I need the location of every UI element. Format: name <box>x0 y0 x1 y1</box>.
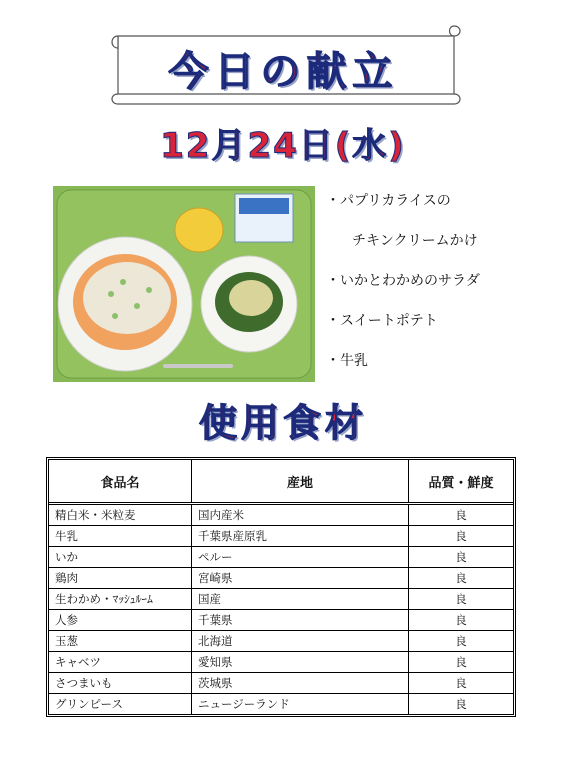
food-name-cell: キャベツ <box>49 652 192 673</box>
origin-cell: 愛知県 <box>192 652 409 673</box>
food-name-cell: 玉葱 <box>49 631 192 652</box>
column-header-food: 食品名 <box>49 460 192 504</box>
table-row <box>49 568 513 589</box>
table-row <box>49 610 513 631</box>
table-row <box>49 589 513 610</box>
table-header-row <box>49 460 513 504</box>
quality-cell: 良 <box>409 589 514 610</box>
food-name-cell: 鶏肉 <box>49 568 192 589</box>
origin-cell: ニュージーランド <box>192 694 409 715</box>
menu-item: ・パプリカライスの <box>326 193 451 209</box>
menu-date: 12月24日(水) <box>160 126 406 166</box>
origin-cell: 国産 <box>192 589 409 610</box>
quality-cell: 良 <box>409 673 514 694</box>
quality-cell: 良 <box>409 526 514 547</box>
table-row <box>49 526 513 547</box>
title-banner <box>106 22 461 108</box>
origin-cell: 千葉県産原乳 <box>192 526 409 547</box>
table-row <box>49 673 513 694</box>
quality-cell: 良 <box>409 631 514 652</box>
menu-item: ・スイートポテト <box>326 313 438 329</box>
food-name-cell: 精白米・米粒麦 <box>49 504 192 526</box>
ingredients-heading: 使用食材 <box>198 401 367 445</box>
menu-item: ・牛乳 <box>326 353 368 369</box>
meal-photo <box>53 186 315 382</box>
table-row <box>49 504 513 526</box>
food-name-cell: 牛乳 <box>49 526 192 547</box>
food-name-cell: 生わかめ・ﾏｯｼｭﾙｰﾑ <box>49 589 192 610</box>
food-name-cell: 人参 <box>49 610 192 631</box>
quality-cell: 良 <box>409 547 514 568</box>
menu-item: ・いかとわかめのサラダ <box>326 273 480 289</box>
quality-cell: 良 <box>409 652 514 673</box>
quality-cell: 良 <box>455 508 467 522</box>
food-name-cell: グリンピース <box>49 694 192 715</box>
origin-cell: 国内産米 <box>192 504 409 526</box>
menu-item: チキンクリームかけ <box>352 233 478 249</box>
table-row <box>49 652 513 673</box>
table-row <box>49 547 513 568</box>
origin-cell: 宮崎県 <box>192 568 409 589</box>
menu-list <box>326 186 480 386</box>
quality-cell: 良 <box>409 610 514 631</box>
ingredients-table <box>46 457 516 717</box>
origin-cell: ペルー <box>192 547 409 568</box>
quality-cell: 良 <box>409 568 514 589</box>
origin-cell: 千葉県 <box>192 610 409 631</box>
column-header-origin: 産地 <box>192 460 409 504</box>
food-name-cell: いか <box>49 547 192 568</box>
column-header-quality: 品質・鮮度 <box>409 460 514 504</box>
table-row <box>49 694 513 715</box>
food-name-cell: さつまいも <box>49 673 192 694</box>
table-row <box>49 631 513 652</box>
origin-cell: 北海道 <box>192 631 409 652</box>
quality-cell: 良 <box>409 694 514 715</box>
page-title: 今日の献立 <box>168 49 399 95</box>
origin-cell: 茨城県 <box>192 673 409 694</box>
